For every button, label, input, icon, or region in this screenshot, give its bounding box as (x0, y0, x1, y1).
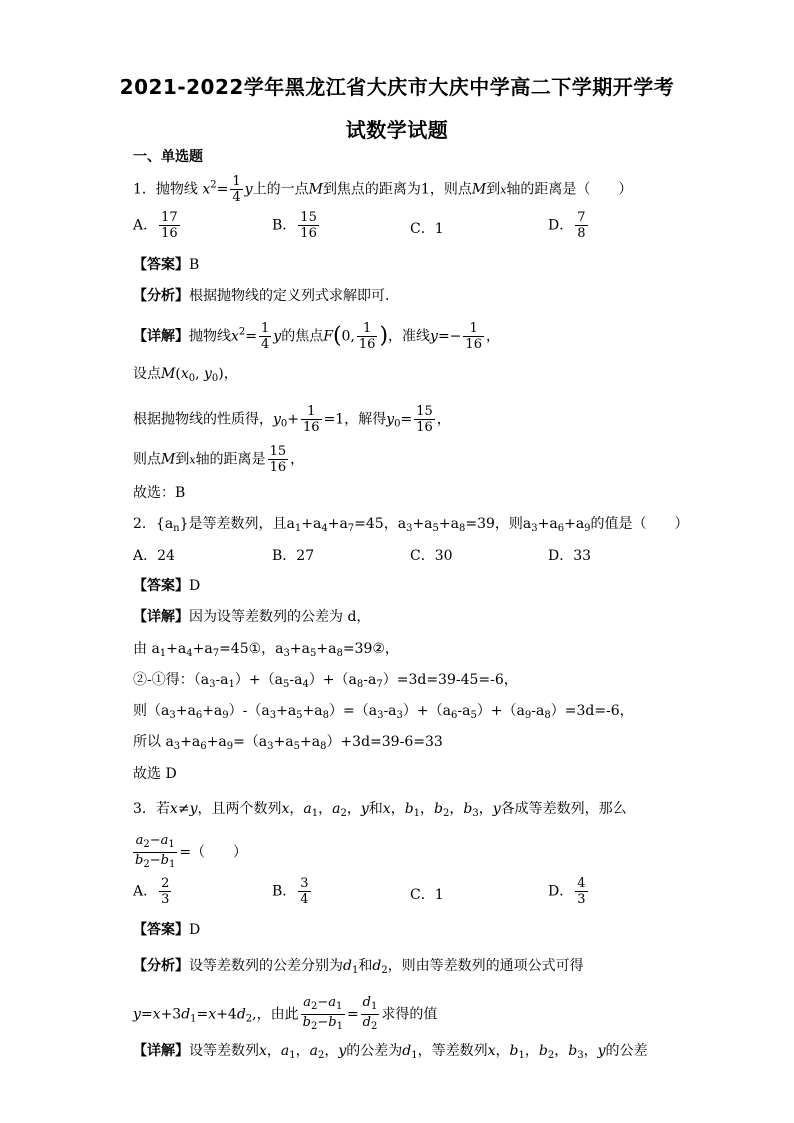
document-title-line-2: 试数学试题 (345, 118, 449, 142)
q3-option-d: D． $\frac{4}{3}$ (548, 876, 586, 907)
q2-detail-3: ②-①得：$(a_3-a_1)+(a_5-a_4)+(a_8-a_7)=3d=39-45=-6$， (133, 672, 518, 690)
q2-option-d: D．33 (548, 548, 592, 564)
q1-answer: 【答案】B (133, 257, 200, 273)
q3-option-a: A． $\frac{2}{3}$ (133, 876, 170, 907)
q3-detail: 【详解】设等差数列x，$a_1$，$a_2$，y的公差为$d_1$，等差数列x，$b_1$，$b_2$，$b_3$，y的公差 (133, 1043, 648, 1061)
q2-option-b: B．27 (272, 548, 315, 564)
q2-option-c: C．30 (410, 548, 453, 564)
q1-choose: 故选：B (133, 485, 186, 501)
q1-option-d: D． $\frac{7}{8}$ (548, 210, 586, 241)
q1-detail-2: 设点$M(x_0$, $y_0$)， (133, 366, 238, 384)
q3-option-b: B． $\frac{3}{4}$ (272, 876, 309, 907)
q3-stem-fraction: $\frac{a_2-a_1}{b_2-b_1}$ =（ ） (135, 833, 248, 870)
q2-answer: 【答案】D (133, 578, 201, 594)
q1-analysis: 【分析】根据抛物线的定义列式求解即可． (133, 288, 399, 304)
q3-option-c: C．1 (410, 887, 444, 903)
q2-detail-1: 【详解】因为设等差数列的公差为 d， (133, 609, 371, 625)
q2-detail-2: 由 $a_1+a_4+a_7=45①$，$a_3+a_5+a_8=39②$， (133, 641, 399, 659)
q1-detail-4: 则点M到x轴的距离是 $\frac{15}{16}$ ， (133, 444, 305, 475)
q2-choose: 故选 D (133, 766, 177, 782)
q3-analysis-2: $y=x+3d_1=x+4d_2$,，由此 $\frac{a_2-a_1}{b_2-b_1}$ = $\frac{d_1}{d_2}$ 求得的值 (133, 995, 438, 1032)
q3-stem: 3．若x≠y，且两个数列x，$a_1$，$a_2$，y和x，$b_1$，$b_2$，$b_3$，y各成等差数列，那么 (133, 801, 627, 819)
section-heading: 一、单选题 (133, 149, 203, 165)
q2-option-a: A．24 (133, 548, 175, 564)
q1-detail-1: 【详解】抛物线$x^2=$ $\frac{1}{4}$ y的焦点F(0, $\frac{1}{16}$ )，准线y=− $\frac{1}{16}$ ， (133, 321, 500, 352)
q1-stem: 1．抛物线 $x^2=$ $\frac{1}{4}$ y上的一点M到焦点的距离为1，则点M到x轴的距离是（ ） (133, 174, 633, 205)
q2-stem: 2．$\{a_n\}$是等差数列，且$a_1+a_4+a_7=45$，$a_3+a_5+a_8=39$，则$a_3+a_6+a_9$的值是（ ） (133, 516, 689, 534)
document-title-line-1: 2021-2022学年黑龙江省大庆市大庆中学高二下学期开学考 (119, 75, 675, 99)
q1-option-c: C．1 (410, 221, 444, 237)
q1-option-a: A． $\frac{17}{16}$ (133, 210, 178, 241)
q2-detail-5: 所以 $a_3+a_6+a_9=(a_3+a_5+a_8)+3d=39-6=33$ (133, 734, 443, 752)
q1-detail-3: 根据抛物线的性质得，$y_0+$ $\frac{1}{16}$ =1，解得$y_0=$ $\frac{15}{16}$ ， (133, 404, 451, 435)
q3-analysis: 【分析】设等差数列的公差分别为$d_1$和$d_2$，则由等差数列的通项公式可得 (133, 958, 584, 976)
q2-detail-4: 则$(a_3+a_6+a_9)-(a_3+a_5+a_8)=(a_3-a_3)+(a_6-a_5)+(a_9-a_8)=3d=-6$， (133, 703, 634, 721)
q1-option-b: B． $\frac{15}{16}$ (272, 210, 317, 241)
q3-answer: 【答案】D (133, 922, 201, 938)
